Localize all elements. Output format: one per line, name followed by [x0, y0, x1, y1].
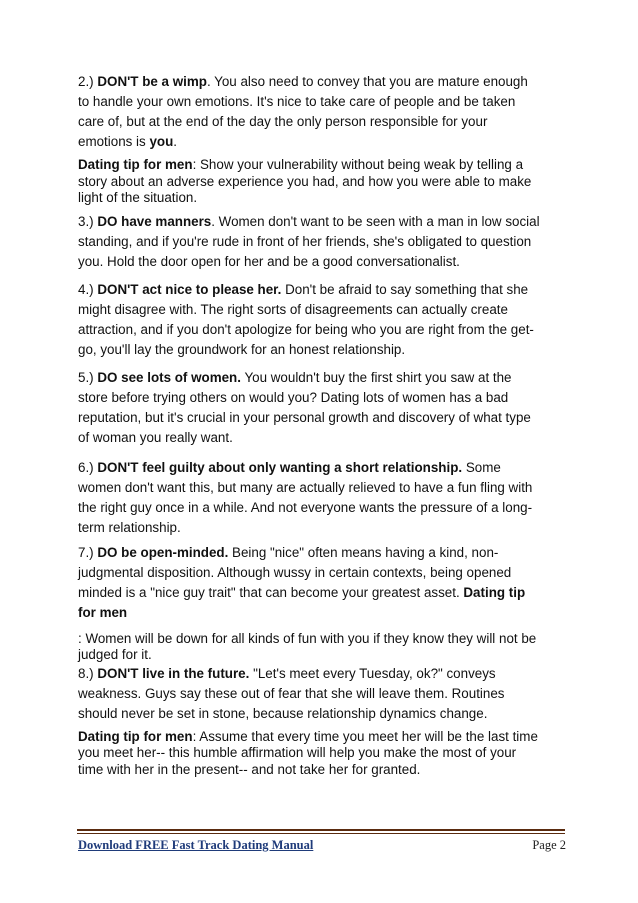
text-run: time with her in the present-- and not take her for granted. [78, 761, 421, 777]
text-line [78, 340, 570, 360]
text-run: go, you'll lay the groundwork for an honest relationship. [78, 341, 406, 357]
text-run: 6.) [78, 459, 98, 475]
paragraph-dont-be-a-wimp [78, 72, 570, 152]
text-run: : Women will be down for all kinds of fun with you if they know they will not be [78, 630, 537, 646]
bold-text-run: DON'T feel guilty about only wanting a short relationship. [97, 459, 463, 475]
page-number: Page 2 [532, 838, 566, 852]
text-run: you meet her-- this humble affirmation will help you make the most of your [78, 745, 517, 760]
text-line [78, 320, 570, 340]
text-run: attraction, and if you don't apologize for being who you are right from the get- [78, 321, 534, 337]
text-line [78, 458, 570, 478]
text-line [78, 300, 570, 320]
text-run: judgmental disposition. Although wussy in certain contexts, being opened [78, 564, 512, 580]
text-line [78, 388, 570, 408]
text-run: minded is a "nice guy trait" that can become your greatest asset. [78, 584, 464, 600]
text-line [78, 745, 570, 762]
paragraph-dating-tip-last-time [78, 729, 570, 779]
footer-divider-thin [77, 833, 565, 834]
text-line [78, 252, 570, 272]
text-line [78, 478, 570, 498]
text-run: judged for it. [78, 647, 152, 662]
paragraph-do-have-manners [78, 212, 570, 272]
text-line [78, 583, 570, 603]
text-line [78, 232, 570, 252]
text-run: light of the situation. [78, 190, 198, 205]
paragraph-dont-feel-guilty [78, 458, 570, 538]
text-line [78, 92, 570, 112]
text-run: weakness. Guys say these out of fear that she will leave them. Routines [78, 685, 505, 701]
text-run: 4.) [78, 281, 98, 297]
footer-divider [77, 829, 565, 831]
download-manual-link[interactable]: Download FREE Fast Track Dating Manual [78, 838, 314, 852]
paragraph-dating-tip-vulnerability [78, 157, 570, 207]
text-run: emotions is [78, 134, 150, 149]
text-line [78, 157, 570, 174]
text-line [78, 132, 570, 152]
text-run: care of, but at the end of the day the only person responsible for your [78, 114, 488, 129]
bold-text-run: DON'T be a wimp [97, 74, 207, 89]
text-run: . You also need to convey that you are mature enough [206, 74, 528, 89]
text-line [78, 647, 570, 664]
text-run: the right guy once in a while. And not everyone wants the pressure of a long- [78, 499, 533, 515]
text-run: Some [462, 459, 501, 475]
text-run: standing, and if you're rude in front of her friends, she's obligated to question [78, 233, 532, 249]
paragraph-do-be-open-minded [78, 543, 570, 623]
bold-text-run: DO be open-minded. [97, 544, 229, 560]
text-line [78, 190, 570, 207]
bold-text-run: Dating tip for men [78, 157, 193, 172]
text-run: you. Hold the door open for her and be a good conversationalist. [78, 253, 460, 269]
page-body [78, 72, 570, 778]
text-line [78, 704, 570, 724]
text-run: to handle your own emotions. It's nice to take care of people and be taken [78, 94, 516, 109]
text-run: 3.) [78, 213, 98, 229]
text-run: might disagree with. The right sorts of disagreements can actually create [78, 301, 508, 317]
bold-text-run: Dating tip for men [78, 728, 193, 744]
text-line [78, 72, 570, 92]
bold-text-run: you [149, 134, 174, 149]
text-run: reputation, but it's crucial in your personal growth and discovery of what type [78, 409, 531, 425]
bold-text-run: DO have manners [97, 213, 212, 229]
text-line [78, 563, 570, 583]
text-run: . [173, 134, 177, 149]
text-run: Being "nice" often means having a kind, non- [228, 544, 499, 560]
text-run: should never be set in stone, because relationship dynamics change. [78, 705, 488, 721]
text-line [78, 212, 570, 232]
page-footer [78, 838, 566, 858]
text-run: story about an adverse experience you had, and how you were able to make [78, 173, 532, 189]
paragraph-dating-tip-fun [78, 631, 570, 664]
text-run: store before trying others on would you? Dating lots of women has a bad [78, 389, 509, 405]
text-line [78, 664, 570, 684]
text-line [78, 174, 570, 191]
bold-text-run: DON'T live in the future. [97, 665, 250, 681]
text-run: : Assume that every time you meet her will be the last time [192, 728, 538, 744]
text-run: 2.) [78, 74, 98, 89]
text-run: women don't want this, but many are actually relieved to have a fun fling with [78, 479, 533, 495]
text-line [78, 631, 570, 648]
text-run: term relationship. [78, 519, 181, 535]
bold-text-run: for men [78, 604, 128, 620]
text-line [78, 408, 570, 428]
paragraph-dont-act-nice [78, 280, 570, 360]
text-line [78, 729, 570, 746]
text-run: . Women don't want to be seen with a man in low social [211, 213, 540, 229]
text-line [78, 684, 570, 704]
bold-text-run: DO see lots of women. [97, 369, 241, 385]
text-run: 7.) [78, 544, 98, 560]
text-line [78, 543, 570, 563]
text-line [78, 762, 570, 779]
text-line [78, 518, 570, 538]
text-run: 8.) [78, 665, 98, 681]
text-run: Don't be afraid to say something that she [281, 281, 529, 297]
text-run: : Show your vulnerability without being weak by telling a [192, 157, 524, 172]
text-run: "Let's meet every Tuesday, ok?" conveys [249, 665, 496, 681]
text-line [78, 603, 570, 623]
bold-text-run: DON'T act nice to please her. [97, 281, 282, 297]
text-line [78, 428, 570, 448]
paragraph-dont-live-in-future [78, 664, 570, 724]
text-line [78, 368, 570, 388]
text-line [78, 112, 570, 132]
text-run: of woman you really want. [78, 429, 233, 445]
text-line [78, 498, 570, 518]
text-run: 5.) [78, 369, 98, 385]
text-run: You wouldn't buy the first shirt you saw at the [240, 369, 512, 385]
paragraph-do-see-lots-of-women [78, 368, 570, 448]
text-line [78, 280, 570, 300]
bold-text-run: Dating tip [463, 584, 526, 600]
